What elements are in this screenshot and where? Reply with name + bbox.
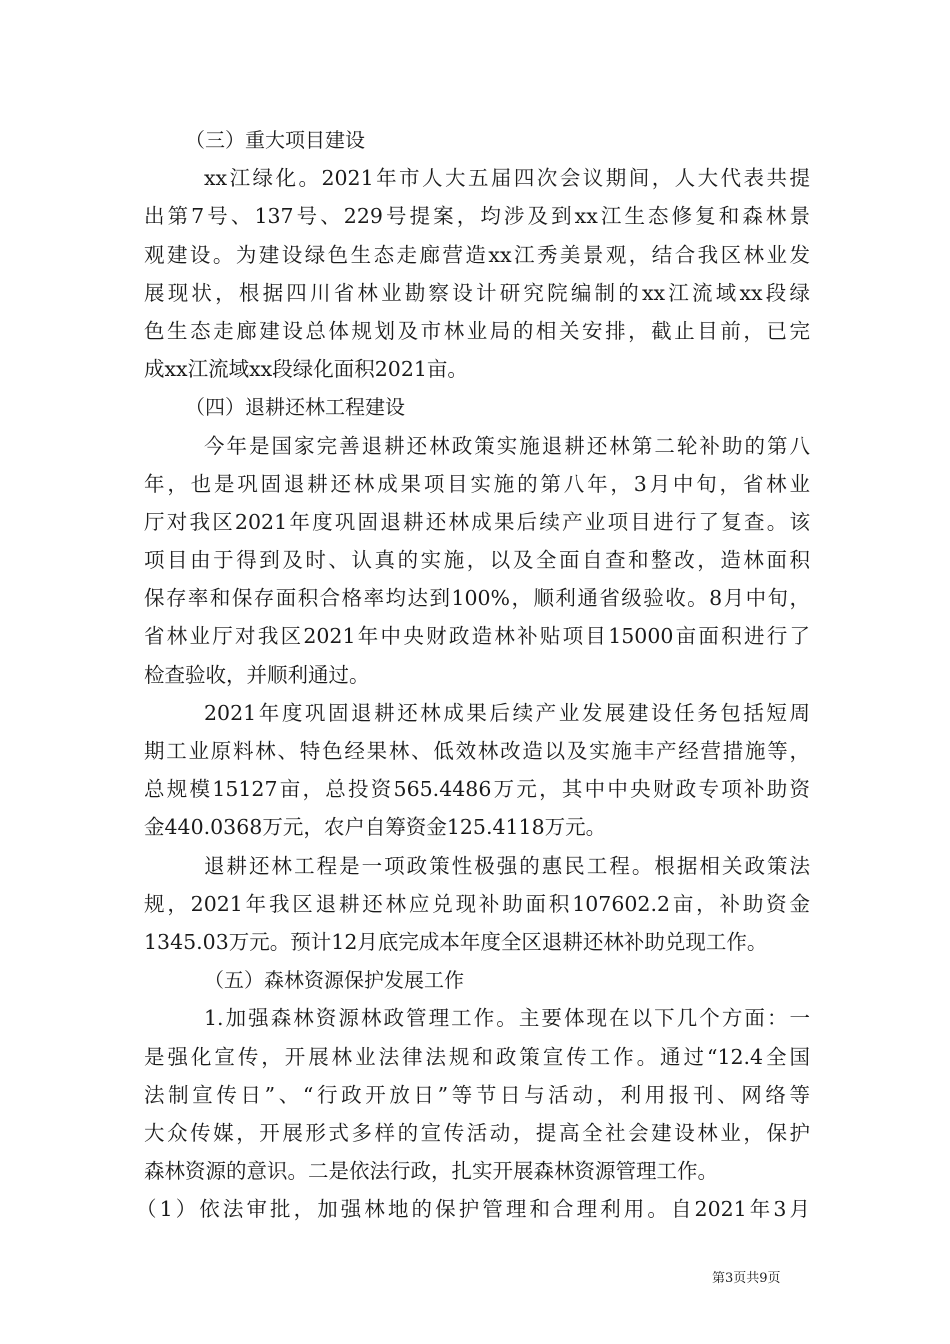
paragraph-line: 色生态走廊建设总体规划及市林业局的相关安排，截止目前，已完 xyxy=(144,318,810,343)
paragraph-line: 2021年度巩固退耕还林成果后续产业发展建设任务包括短周 xyxy=(204,700,810,725)
page-number: 第3页共9页 xyxy=(712,1271,781,1286)
paragraph-line: 省林业厅对我区2021年中央财政造林补贴项目15000亩面积进行了 xyxy=(144,624,810,649)
paragraph-line: 退耕还林工程是一项政策性极强的惠民工程。根据相关政策法 xyxy=(204,853,810,878)
paragraph-line: 今年是国家完善退耕还林政策实施退耕还林第二轮补助的第八 xyxy=(204,433,810,458)
paragraph-line: 大众传媒，开展形式多样的宣传活动，提高全社会建设林业，保护 xyxy=(144,1120,810,1145)
section-heading-4: （四）退耕还林工程建设 xyxy=(185,395,405,420)
paragraph-line: 项目由于得到及时、认真的实施，以及全面自查和整改，造林面积 xyxy=(144,548,810,573)
paragraph-line: 检查验收，并顺利通过。 xyxy=(144,662,370,687)
paragraph-line: 总规模15127亩，总投资565.4486万元，其中中央财政专项补助资 xyxy=(144,777,810,802)
paragraph-line: 成xx江流域xx段绿化面积2021亩。 xyxy=(144,357,468,382)
paragraph-line: （1）依法审批，加强林地的保护管理和合理利用。自2021年3月 xyxy=(136,1197,810,1222)
paragraph-line: 金440.0368万元，农户自筹资金125.4118万元。 xyxy=(144,815,607,840)
paragraph-line: 是强化宣传，开展林业法律法规和政策宣传工作。通过“12.4全国 xyxy=(144,1044,810,1069)
document-body xyxy=(136,121,810,1228)
paragraph-line: 出第7号、137号、229号提案，均涉及到xx江生态修复和森林景 xyxy=(144,204,810,229)
paragraph-line: 厅对我区2021年度巩固退耕还林成果后续产业项目进行了复查。该 xyxy=(144,509,810,534)
paragraph-line: 1.加强森林资源林政管理工作。主要体现在以下几个方面：一 xyxy=(204,1006,810,1031)
section-heading-5: （五）森林资源保护发展工作 xyxy=(204,968,464,993)
paragraph-line: 1345.03万元。预计12月底完成本年度全区退耕还林补助兑现工作。 xyxy=(144,929,768,954)
paragraph-line: 保存率和保存面积合格率均达到100%，顺利通省级验收。8月中旬， xyxy=(144,586,810,611)
paragraph-line: 期工业原料林、特色经果林、低效林改造以及实施丰产经营措施等， xyxy=(144,739,810,763)
paragraph-line: 规，2021年我区退耕还林应兑现补助面积107602.2亩，补助资金 xyxy=(144,891,810,916)
paragraph-line: 年，也是巩固退耕还林成果项目实施的第八年，3月中旬，省林业 xyxy=(144,471,810,496)
section-heading-3: （三）重大项目建设 xyxy=(185,128,365,152)
paragraph-line: 观建设。为建设绿色生态走廊营造xx江秀美景观，结合我区林业发 xyxy=(144,242,810,267)
paragraph-line: 法制宣传日”、“行政开放日”等节日与活动，利用报刊、网络等 xyxy=(144,1082,810,1107)
paragraph-line: xx江绿化。2021年市人大五届四次会议期间，人大代表共提 xyxy=(204,166,810,191)
paragraph-line: 展现状，根据四川省林业勘察设计研究院编制的xx江流域xx段绿 xyxy=(144,280,810,305)
paragraph-line: 森林资源的意识。二是依法行政，扎实开展森林资源管理工作。 xyxy=(144,1159,718,1184)
